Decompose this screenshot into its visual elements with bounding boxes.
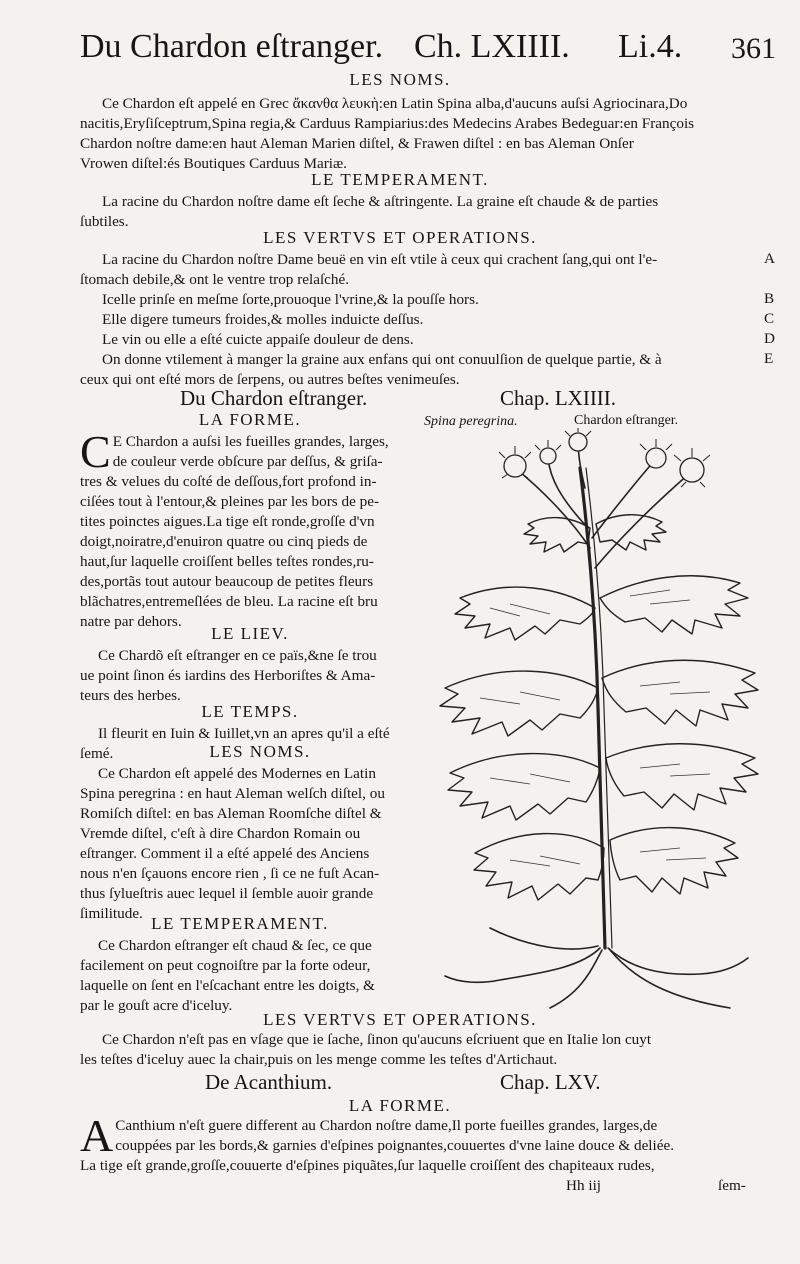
forme-text: [80, 426, 430, 632]
text-line: facilement on peut cognoiſtre par la forte odeur,: [80, 957, 371, 974]
chapter-title: Du Chardon eſtranger.: [180, 386, 368, 410]
temp-heading: LE TEMPERAMENT.: [151, 914, 329, 933]
text-line: Ce Chardõ eſt eſtranger en ce païs,&ne ſe trou: [98, 647, 377, 664]
figure-caption-french: Chardon eſtranger.: [574, 413, 679, 428]
text-line: La racine du Chardon noſtre Dame beuë en vin eſt vtile à ceux qui crachent ſang,qui ont l'e-: [102, 251, 658, 268]
text-line: tres & velues du coſté de deſſous,fort profond in-: [80, 473, 377, 490]
text-line: blãchatres,entremeſlées de bleu. La racine eſt bru: [80, 593, 378, 610]
next-chapter-title: De Acanthium.: [205, 1070, 333, 1094]
temps-heading: LE TEMPS.: [201, 702, 299, 721]
text-line: Il fleurit en Iuin & Iuillet,vn an apres qu'il a eſté: [98, 725, 390, 742]
text-line: Icelle prinſe en meſme ſorte,prouoque l'vrine,& la pouſſe hors.: [102, 291, 479, 308]
lieu-heading: LE LIEV.: [211, 624, 289, 643]
text-line: doigt,noiratre,d'enuiron quatre ou cinq pieds de: [80, 533, 368, 550]
text-line: Chardon noſtre dame:en haut Aleman Marien diſtel, & Frawen diſtel : en bas Aleman Onſer: [80, 135, 634, 152]
text-line: Spina peregrina : en haut Aleman welſch diſtel, ou: [80, 785, 385, 802]
text-line: couppées par les bords,& garnies d'eſpines poignantes,couuertes d'vne laine douce & deliée.: [115, 1137, 675, 1154]
page-number: 361: [731, 32, 776, 65]
prev-noms-text: [80, 94, 694, 174]
text-line: natre par dehors.: [80, 613, 182, 630]
text-line: La tige eſt grande,groſſe,couuerte d'eſpines piquãtes,ſur laquelle croiſſent des chapiteaux rudes,: [80, 1157, 655, 1174]
thistle-woodcut-illustration: [430, 428, 760, 1013]
text-line: ue point ſinon és iardins des Herboriſtes & Ama-: [80, 667, 376, 684]
margin-letter: B: [764, 290, 775, 307]
text-line: laquelle on ſent en l'eſcachant entre les doigts, &: [80, 977, 375, 994]
catchword: ſem-: [718, 1177, 746, 1194]
text-line: Elle digere tumeurs froides,& molles induicte deſſus.: [102, 311, 424, 328]
text-line: nacitis,Eryſiſceptrum,Spina regia,& Carduus Rampiarius:des Medecins Arabes Bedeguar:en François: [80, 115, 695, 132]
text-line: Ce Chardon n'eſt pas en vſage que ie ſache, ſinon qu'aucuns eſcriuent que en Italie lon cuyt: [102, 1031, 652, 1048]
prev-vertus-heading: LES VERTVS ET OPERATIONS.: [263, 228, 537, 247]
lieu-text: [80, 646, 377, 706]
text-line: les teſtes d'iceluy auec la chair,puis on les menge comme les teſtes d'Artichaut.: [80, 1051, 558, 1068]
text-line: ceux qui ont eſté mors de ſerpens, ou autres beſtes venimeuſes.: [80, 371, 460, 388]
text-line: Ce Chardon eſt appelé des Modernes en Latin: [98, 765, 376, 782]
text-line: Ce Chardon eſt appelé en Grec ἄκανθα λευκὴ:en Latin Spina alba,d'aucuns auſsi Agriocinara,Do: [102, 95, 688, 112]
text-line: ſemé.: [80, 745, 114, 762]
text-line: ſubtiles.: [80, 213, 129, 230]
drop-cap: C: [80, 426, 111, 477]
text-line: Canthium n'eſt guere different au Chardon noſtre dame,Il porte fueilles grandes, larges,de: [115, 1117, 658, 1134]
running-head-title: Du Chardon eſtranger.: [80, 28, 384, 65]
running-head-book: Li.4.: [618, 28, 683, 65]
noms-text: [80, 764, 385, 924]
running-head-chapter: Ch. LXIIII.: [414, 28, 570, 65]
text-line: haut,ſur laquelle croiſſent belles teſtes rondes,ru-: [80, 553, 374, 570]
margin-letter: D: [764, 330, 775, 347]
text-line: On donne vtilement à manger la graine aux enfans qui ont conuulſion de quelque partie, & à: [102, 351, 662, 368]
text-line: ſimilitude.: [80, 905, 143, 922]
text-line: par le gouſt acre d'iceluy.: [80, 997, 233, 1014]
drop-cap: A: [80, 1110, 114, 1161]
temp-text: [80, 936, 375, 1016]
text-line: Vrowen diſtel:és Boutiques Carduus Mariæ.: [80, 155, 347, 172]
text-line: ſtomach debile,& ont le ventre trop relaſché.: [80, 271, 350, 288]
noms-heading: LES NOMS.: [209, 742, 311, 761]
text-line: Vremde diſtel, c'eſt à dire Chardon Romain ou: [80, 825, 361, 842]
prev-temp-text: [80, 192, 658, 232]
vertus-heading: LES VERTVS ET OPERATIONS.: [263, 1010, 537, 1029]
running-head: [70, 28, 776, 72]
text-line: nous n'en ſçauons encore rien , ſi ce ne fuſt Acan-: [80, 865, 380, 882]
text-line: Ce Chardon eſtranger eſt chaud & ſec, ce que: [98, 937, 372, 954]
margin-letter: E: [764, 350, 774, 367]
next-forme-heading: LA FORME.: [348, 1096, 452, 1115]
text-line: de couleur verde obſcure par deſſus, & griſa-: [112, 453, 383, 470]
text-line: teurs des herbes.: [80, 687, 181, 704]
text-line: La racine du Chardon noſtre dame eſt ſeche & aſtringente. La graine eſt chaude & de parties: [102, 193, 659, 210]
text-line: Le vin ou elle a eſté cuicte appaiſe douleur de dens.: [102, 331, 414, 348]
chapter-number: Chap. LXIIII.: [500, 386, 617, 410]
text-line: E Chardon a auſsi les fueilles grandes, larges,: [112, 433, 389, 450]
next-forme-text: [80, 1110, 675, 1176]
text-line: ciſées tout à l'entour,& pleines par les bors de pe-: [80, 493, 380, 510]
text-line: des,portãs tout autour beaucoup de petites fleurs: [80, 573, 374, 590]
text-line: eſtranger. Comment il a eſté appelé des Anciens: [80, 845, 370, 862]
margin-letter: A: [764, 250, 775, 267]
prev-vertus-text: [80, 250, 662, 390]
vertus-text: [80, 1030, 651, 1070]
text-line: thus ſylueſtris auec lequel il ſemble auoir grande: [80, 885, 374, 902]
prev-temp-heading: LE TEMPERAMENT.: [311, 170, 489, 189]
prev-noms-heading: LES NOMS.: [349, 70, 451, 89]
text-line: Romiſch diſtel: en bas Aleman Roomſche diſtel &: [80, 805, 382, 822]
text-line: tites poinctes aigues.La tige eſt ronde,groſſe d'vn: [80, 513, 375, 530]
signature-mark: Hh iij: [566, 1177, 602, 1194]
forme-heading: LA FORME.: [198, 410, 302, 429]
margin-letter: C: [764, 310, 775, 327]
next-chapter-number: Chap. LXV.: [500, 1070, 601, 1094]
caption-latin-text: Spina peregrina.: [424, 414, 518, 429]
